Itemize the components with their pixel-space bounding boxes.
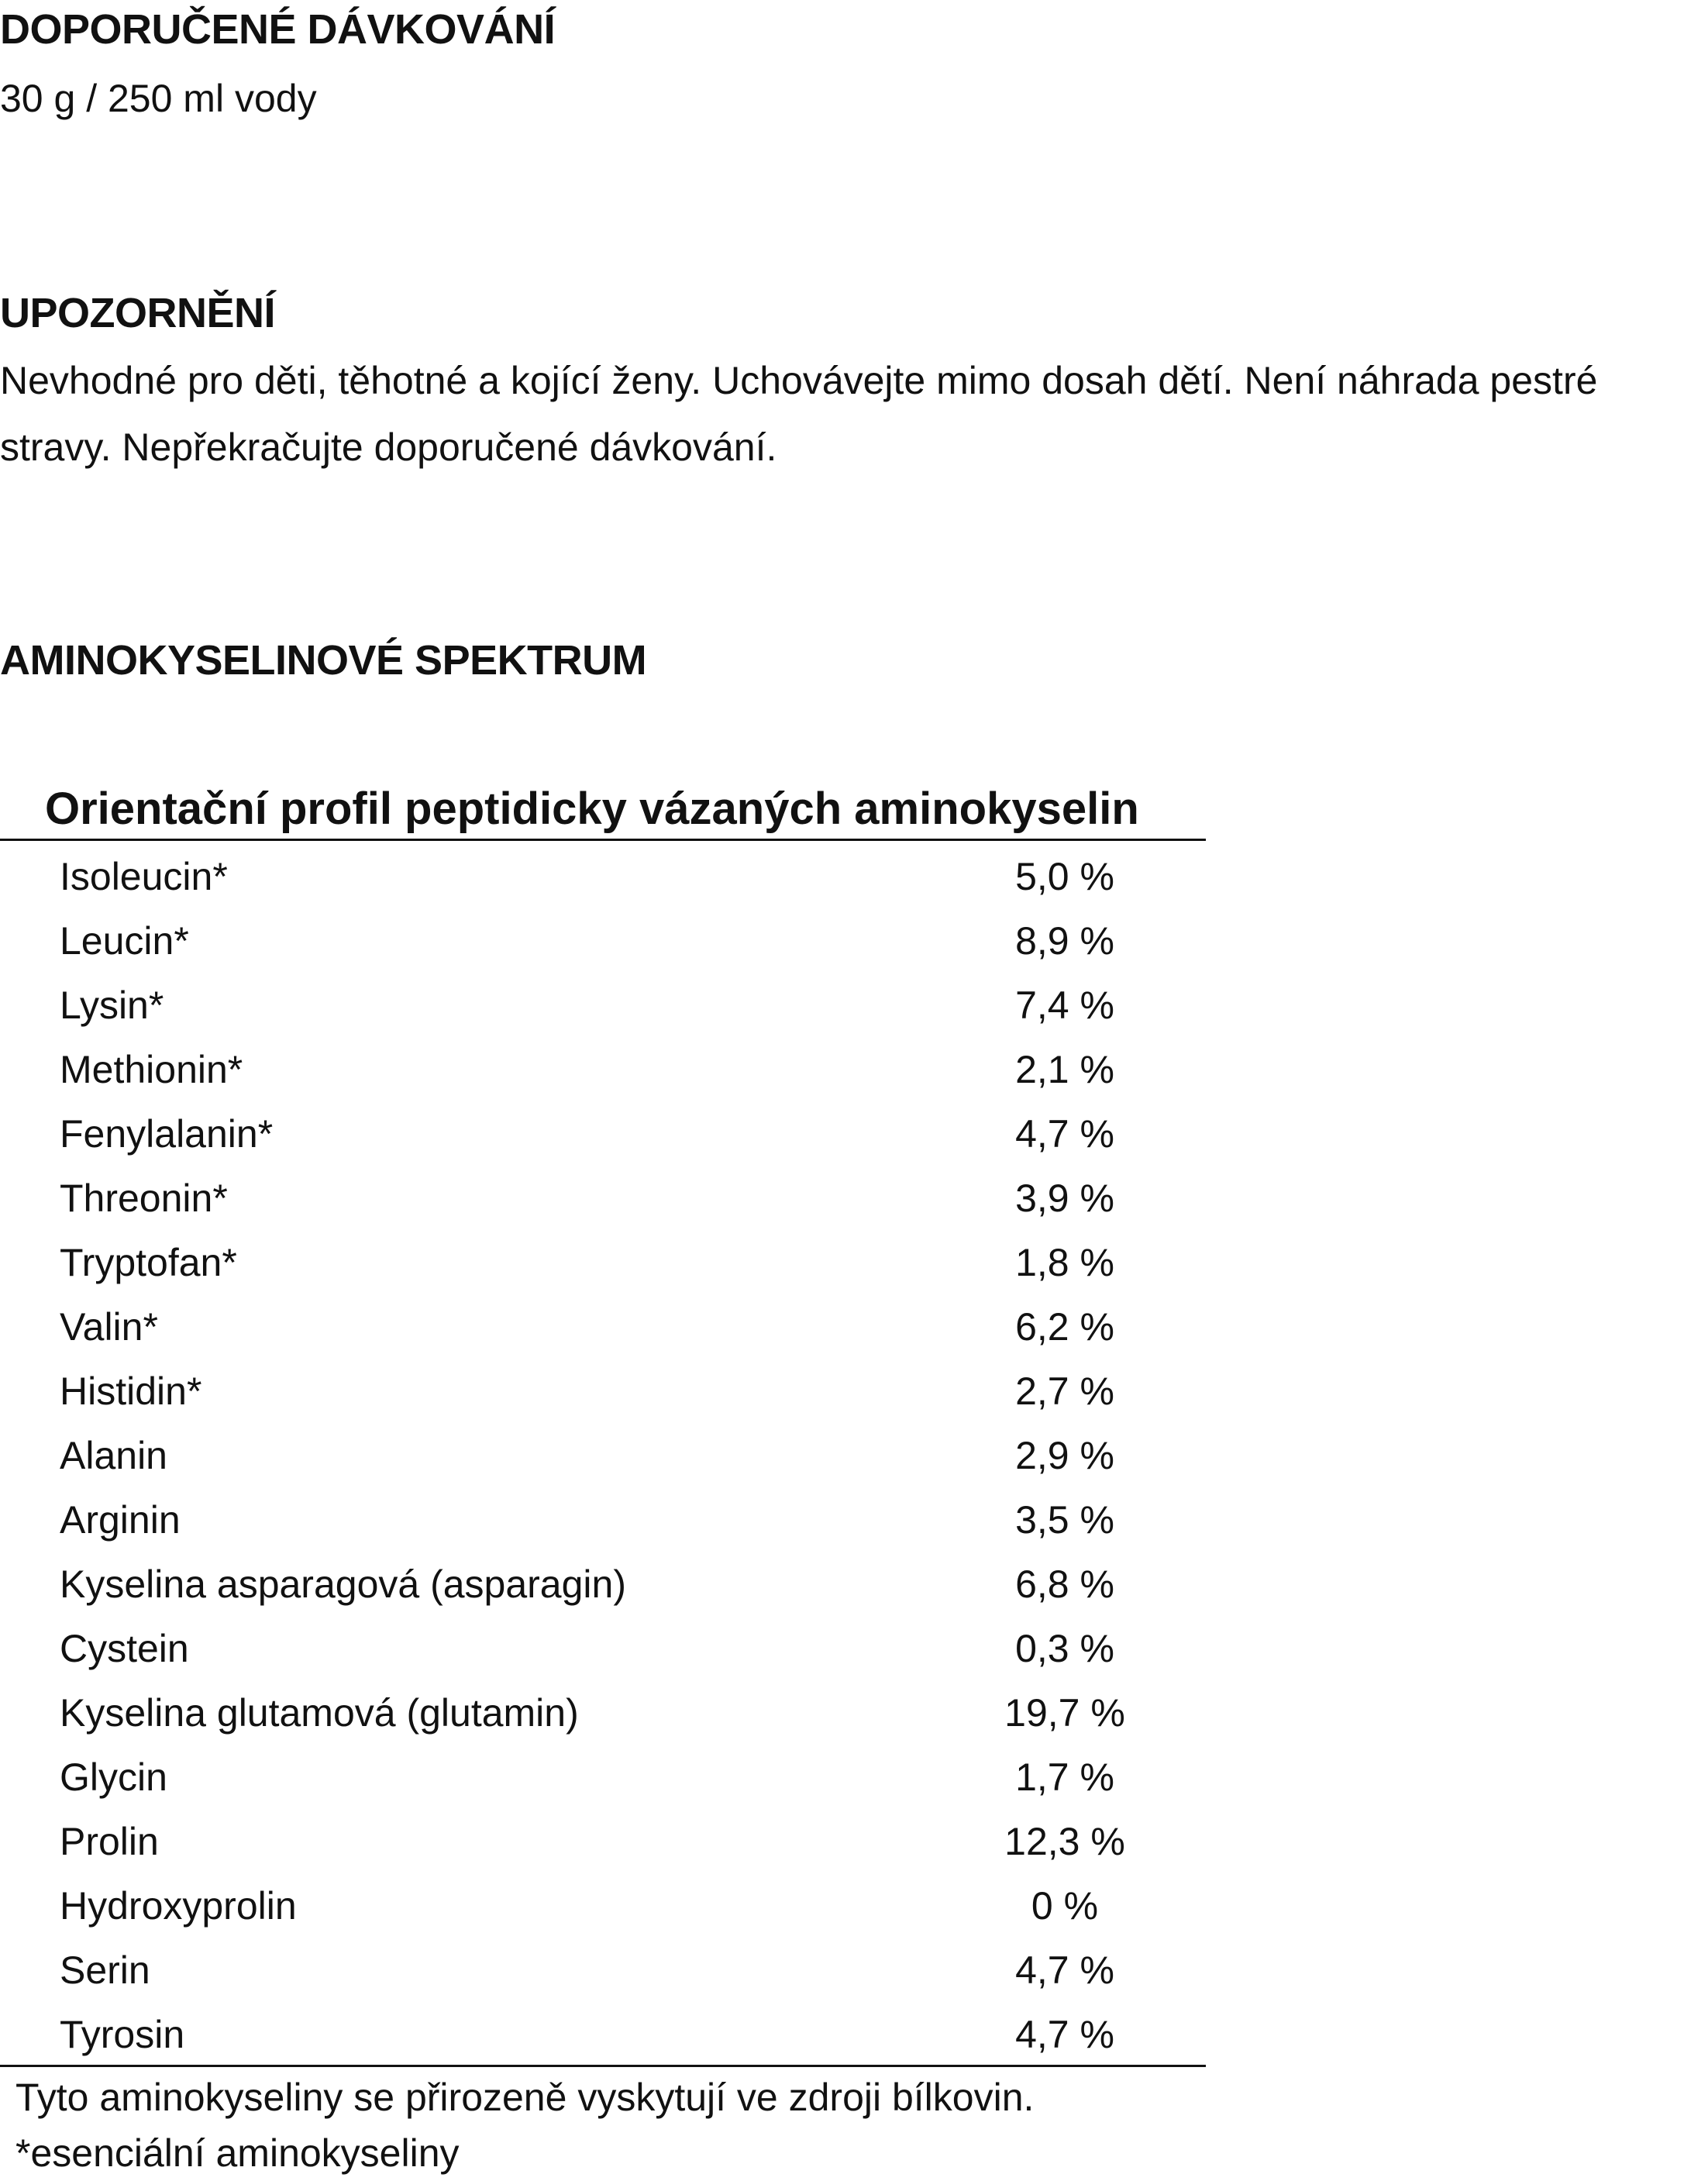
amino-acid-value: 19,7 % [1004, 1691, 1125, 1735]
amino-acid-value: 4,7 % [1015, 2013, 1114, 2056]
amino-acid-value: 6,8 % [1015, 1563, 1114, 1606]
spectrum-heading: AMINOKYSELINOVÉ SPEKTRUM [0, 637, 647, 684]
amino-acid-value: 8,9 % [1015, 919, 1114, 963]
amino-acid-name: Alanin [60, 1434, 167, 1477]
footnote-source: Tyto aminokyseliny se přirozeně vyskytují ve zdroji bílkovin. [15, 2076, 1035, 2119]
warning-text-line-2: stravy. Nepřekračujte doporučené dávkování. [0, 426, 777, 469]
table-bottom-rule [0, 2065, 1206, 2067]
amino-acid-value: 4,7 % [1015, 1112, 1114, 1156]
dosage-text: 30 g / 250 ml vody [0, 77, 317, 120]
amino-acid-value: 12,3 % [1004, 1820, 1125, 1863]
table-row [0, 1166, 1206, 1231]
table-row [0, 2003, 1206, 2067]
table-row [0, 1424, 1206, 1488]
amino-acid-name: Tryptofan* [60, 1241, 237, 1284]
amino-acid-name: Methionin* [60, 1048, 243, 1091]
amino-acid-name: Tyrosin [60, 2013, 185, 2056]
amino-acid-name: Isoleucin* [60, 855, 228, 898]
amino-acid-value: 6,2 % [1015, 1305, 1114, 1349]
table-row [0, 973, 1206, 1038]
amino-acid-value: 2,7 % [1015, 1370, 1114, 1413]
warning-text-line-1: Nevhodné pro děti, těhotné a kojící ženy. Uchovávejte mimo dosah dětí. Není náhrada pestré [0, 359, 1598, 402]
amino-acid-value: 3,9 % [1015, 1177, 1114, 1220]
table-row [0, 1681, 1206, 1745]
amino-acid-name: Threonin* [60, 1177, 228, 1220]
amino-acid-value: 0 % [1031, 1884, 1099, 1928]
amino-acid-value: 2,1 % [1015, 1048, 1114, 1091]
amino-acid-value: 2,9 % [1015, 1434, 1114, 1477]
table-row [0, 1617, 1206, 1681]
footnote-essential: *esenciální aminokyseliny [15, 2131, 460, 2175]
table-row [0, 845, 1206, 909]
amino-acid-name: Valin* [60, 1305, 158, 1349]
amino-acid-name: Histidin* [60, 1370, 202, 1413]
table-title: Orientační profil peptidicky vázaných aminokyselin [45, 784, 1139, 834]
table-row [0, 1295, 1206, 1359]
amino-acid-name: Serin [60, 1948, 150, 1992]
amino-acid-value: 0,3 % [1015, 1627, 1114, 1670]
table-row [0, 1810, 1206, 1874]
amino-acid-value: 4,7 % [1015, 1948, 1114, 1992]
amino-acid-name: Cystein [60, 1627, 189, 1670]
table-row [0, 1552, 1206, 1617]
amino-acid-value: 1,7 % [1015, 1755, 1114, 1799]
table-row [0, 1038, 1206, 1102]
amino-acid-name: Prolin [60, 1820, 159, 1863]
table-row [0, 909, 1206, 973]
amino-acid-value: 5,0 % [1015, 855, 1114, 898]
table-top-rule [0, 839, 1206, 841]
amino-acid-name: Arginin [60, 1498, 181, 1542]
amino-acid-value: 1,8 % [1015, 1241, 1114, 1284]
amino-acid-name: Glycin [60, 1755, 167, 1799]
warning-heading: UPOZORNĚNÍ [0, 290, 276, 336]
amino-acid-name: Fenylalanin* [60, 1112, 274, 1156]
table-row [0, 1102, 1206, 1166]
amino-acid-value: 7,4 % [1015, 984, 1114, 1027]
table-row [0, 1231, 1206, 1295]
amino-acid-name: Kyselina glutamová (glutamin) [60, 1691, 579, 1735]
amino-acid-name: Hydroxyprolin [60, 1884, 297, 1928]
amino-acid-name: Kyselina asparagová (asparagin) [60, 1563, 626, 1606]
table-row [0, 1359, 1206, 1424]
table-row [0, 1938, 1206, 2003]
dosage-heading: DOPORUČENÉ DÁVKOVÁNÍ [0, 6, 556, 53]
amino-acid-name: Lysin* [60, 984, 164, 1027]
amino-acid-name: Leucin* [60, 919, 189, 963]
table-row [0, 1874, 1206, 1938]
table-row [0, 1488, 1206, 1552]
table-body [0, 845, 1206, 2067]
amino-acid-value: 3,5 % [1015, 1498, 1114, 1542]
table-row [0, 1745, 1206, 1810]
